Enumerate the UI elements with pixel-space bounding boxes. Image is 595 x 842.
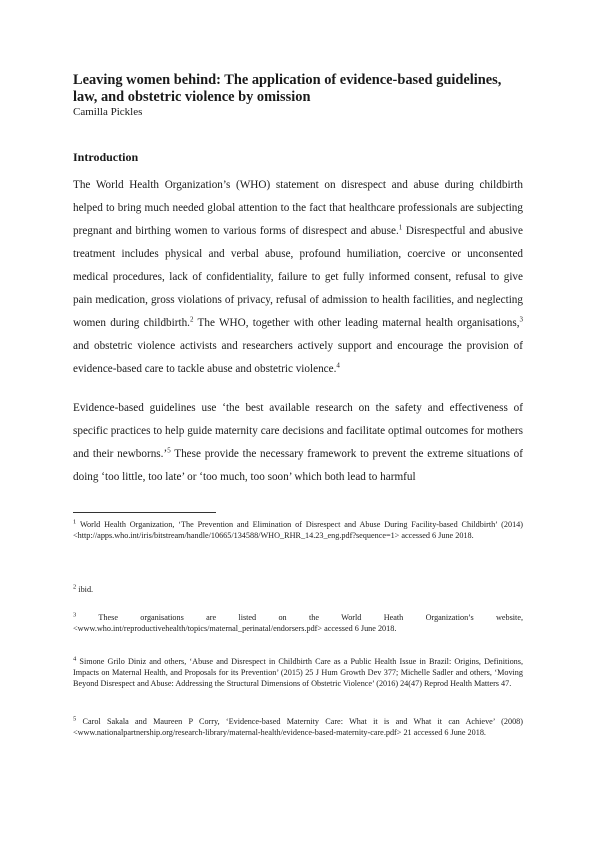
- footnote-text: Carol Sakala and Maureen P Corry, ‘Evidence-based Maternity Care: What it is and What it can Achieve’ (2008) <www.nationalpartnership.org/research-library/maternal-health/evidence-based-maternity-care.pdf> 21 accessed 6 June 2018.: [73, 717, 523, 738]
- paragraph-text: and obstetric violence activists and researchers actively support and encourage the provision of evidence-based care to tackle abuse and obstetric violence.: [73, 340, 523, 375]
- footnote-1: [73, 519, 523, 541]
- footnote-5: [73, 716, 523, 738]
- footnote-text: These organisations are listed on the World Heath Organization’s website, <www.who.int/reproductivehealth/topics/maternal_perinatal/endorsers.pdf> accessed 6 June 2018.: [73, 613, 523, 634]
- section-heading-introduction: Introduction: [73, 150, 139, 164]
- author-name: Camilla Pickles: [73, 106, 143, 118]
- footnote-number: 2: [73, 583, 77, 591]
- footnote-4: [73, 656, 523, 690]
- footnote-number: 1: [73, 518, 77, 526]
- footnote-ref-1[interactable]: 1: [398, 223, 403, 232]
- paragraph-text: Evidence-based guidelines use ‘the best available research on the safety and effectiveness of specific practices to help guide maternity care decisions and facilitate optimal outcomes for mothers and their newborns.’: [73, 402, 523, 460]
- footnote-ref-4[interactable]: 4: [336, 361, 340, 370]
- footnote-ref-3[interactable]: 3: [519, 315, 523, 324]
- footnote-divider: [73, 512, 216, 513]
- footnote-ref-2[interactable]: 2: [189, 315, 194, 324]
- footnote-text: World Health Organization, ‘The Prevention and Elimination of Disrespect and Abuse During Facility-based Childbirth’ (2014) <http://apps.who.int/iris/bitstream/handle/10665/134588/WHO_RHR_14.23_eng.pdf?sequence=1> accessed 6 June 2018.: [73, 520, 523, 541]
- footnote-3: [73, 612, 523, 634]
- paper-title: Leaving women behind: The application of evidence-based guidelines, law, and obstetric violence by omission: [73, 72, 502, 105]
- paragraph-text: Disrespectful and abusive treatment includes physical and verbal abuse, profound humiliation, coercive or unconsented medical procedures, lack of confidentiality, failure to get fully informed consent, refusal to give pain medication, gross violations of privacy, refusal of admission to health facilities, and neglecting women during childbirth.: [73, 225, 523, 329]
- footnote-number: 4: [73, 655, 77, 663]
- footnote-number: 3: [73, 611, 77, 619]
- paragraph-text: The World Health Organization’s (WHO) statement on disrespect and abuse during childbirth helped to bring much needed global attention to the fact that healthcare professionals are subjecting pregnant and birthing women to various forms of disrespect and abuse.: [73, 179, 523, 237]
- footnote-number: 5: [73, 715, 77, 723]
- paragraph-text: The WHO, together with other leading maternal health organisations,: [193, 317, 520, 329]
- footnote-2: [73, 584, 523, 595]
- footnote-text: Simone Grilo Diniz and others, ‘Abuse and Disrespect in Childbirth Care as a Public Health Issue in Brazil: Origins, Definitions, Impacts on Maternal Health, and Proposals for its Prevention’ (2015) 25 J Hum Growth Dev 377; Michelle Sadler and others, ‘Moving Beyond Disrespect and Abuse: Addressing the Structural Dimensions of Obstetric Violence’ (2016) 24(47) Reprod Health Matters 47.: [73, 657, 523, 689]
- body-paragraph-1: [73, 174, 523, 381]
- paragraph-text: These provide the necessary framework to prevent the extreme situations of doing ‘too little, too late’ or ‘too much, too soon’ which both lead to harmful: [73, 448, 523, 483]
- body-paragraph-2: [73, 397, 523, 489]
- footnote-text: ibid.: [76, 585, 94, 594]
- footnote-ref-5[interactable]: 5: [167, 446, 171, 455]
